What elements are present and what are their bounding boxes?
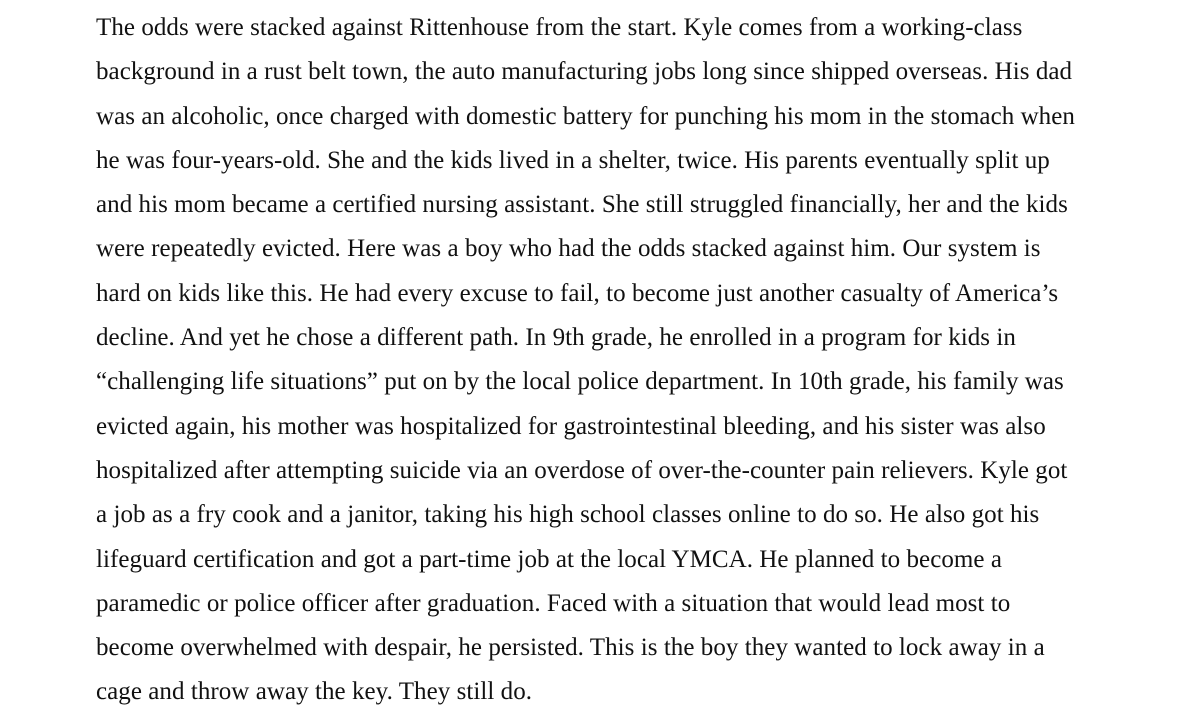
text-line: was an alcoholic, once charged with domestic battery for punching his mom in the stomach when [96, 102, 1075, 130]
text-line: become overwhelmed with despair, he persisted. This is the boy they wanted to lock away in a [96, 634, 1045, 662]
text-line: and his mom became a certified nursing assistant. She still struggled financially, her and the kids [96, 191, 1068, 219]
text-line: a job as a fry cook and a janitor, taking his high school classes online to do so. He also got his [96, 501, 1040, 529]
text-line: were repeatedly evicted. Here was a boy who had the odds stacked against him. Our system is [96, 235, 1041, 263]
text-line: hard on kids like this. He had every excuse to fail, to become just another casualty of America’s [96, 279, 1059, 307]
text-line: cage and throw away the key. They still do. [96, 678, 533, 706]
text-line: “challenging life situations” put on by the local police department. In 10th grade, his family was [96, 368, 1064, 396]
text-line: he was four-years-old. She and the kids lived in a shelter, twice. His parents eventually split up [96, 146, 1050, 174]
text-line: paramedic or police officer after graduation. Faced with a situation that would lead most to [96, 589, 1011, 617]
body-paragraph [96, 6, 1075, 715]
text-line: hospitalized after attempting suicide via an overdose of over-the-counter pain relievers. Kyle got [96, 456, 1068, 484]
text-line: evicted again, his mother was hospitalized for gastrointestinal bleeding, and his sister was also [96, 412, 1046, 440]
text-line: lifeguard certification and got a part-time job at the local YMCA. He planned to become a [96, 545, 1002, 573]
text-line: decline. And yet he chose a different path. In 9th grade, he enrolled in a program for kids in [96, 324, 1016, 352]
text-line: background in a rust belt town, the auto manufacturing jobs long since shipped overseas. His dad [96, 58, 1073, 86]
text-line: The odds were stacked against Rittenhouse from the start. Kyle comes from a working-class [96, 14, 1023, 41]
